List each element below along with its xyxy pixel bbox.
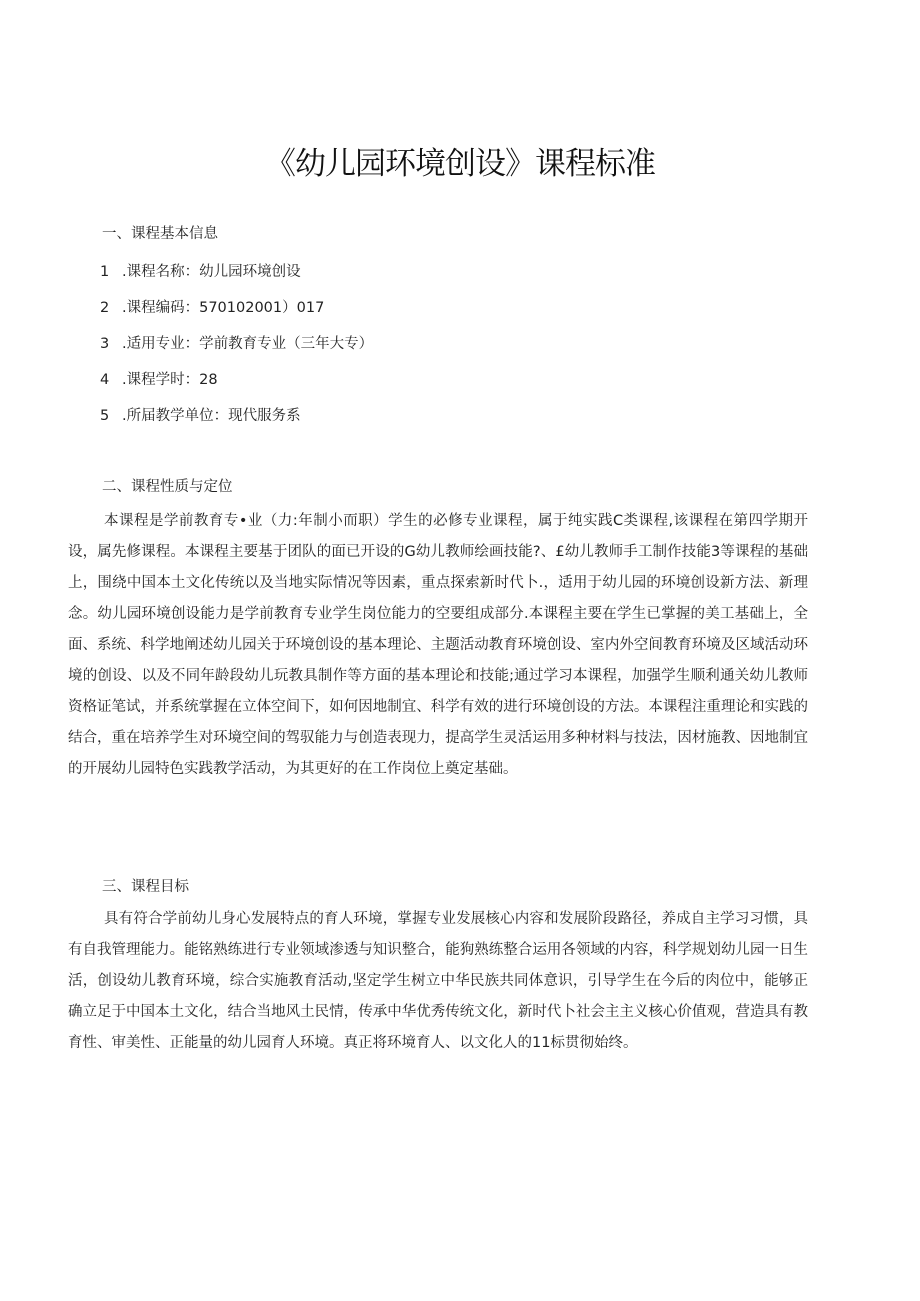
info-item-major xyxy=(100,332,373,353)
info-item-text: .课程编码：570102001）017 xyxy=(122,300,325,316)
info-item-text: .课程名称：幼儿园环境创设 xyxy=(122,264,301,280)
info-item-number: 2 xyxy=(100,300,110,316)
info-item-number: 1 xyxy=(100,264,110,280)
info-item-number: 4 xyxy=(100,372,110,388)
info-item-text: .课程学时：28 xyxy=(122,372,218,388)
section-heading-nature: 二、课程性质与定位 xyxy=(102,479,233,495)
paragraph-objectives: 具有符合学前幼儿身心发展特点的育人环境，掌握专业发展核心内容和发展阶段路径，养成自主学习习惯，具有自我管理能力。能铭熟练进行专业领域渗透与知识整合，能狗熟练整合运用各领域的内容，科学规划幼儿园一日生活，创设幼儿教育环境，综合实施教育活动,坚定学生树立中华民族共同体意识，引导学生在今后的肉位中，能够正确立足于中国本土文化，结合当地风土民情，传承中华优秀传统文化，新时代卜社会主主义核心价值观，营造具有教育性、审美性、正能量的幼儿园育人环境。真正将环境育人、以文化人的11标贯彻始终。 xyxy=(68,911,808,1051)
section-heading-basic-info: 一、课程基本信息 xyxy=(102,226,218,242)
info-item-department xyxy=(100,404,301,425)
info-item-text: .所届教学单位：现代服务系 xyxy=(122,408,301,424)
info-item-course-name xyxy=(100,260,301,281)
info-item-text: .适用专业：学前教育专业（三年大专） xyxy=(122,336,374,352)
section-heading-objectives: 三、课程目标 xyxy=(102,879,189,895)
paragraph-nature: 本课程是学前教育专•业（力:年制小而职）学生的必修专业课程，属于纯实践C类课程,该课程在第四学期开设，属先修课程。本课程主要基于团队的面已开设的G幼儿教师绘画技能?、£幼儿教师手工制作技能3等课程的基础上，围绕中国本土文化传统以及当地实际情况等因素，重点探索新时代卜.，适用于幼儿园的环境创设新方法、新理念。幼儿园环境创设能力是学前教育专业学生岗位能力的空要组成部分.本课程主要在学生已掌握的美工基础上，全面、系统、科学地阐述幼儿园关于环境创设的基本理论、主题活动教育环境创设、室内外空间教育环境及区域活动环境的创设、以及不同年龄段幼儿玩教具制作等方面的基本理论和技能;通过学习本课程，加强学生顺利通关幼儿教师资格证笔试，并系统掌握在立体空间下，如何因地制宜、科学有效的进行环境创设的方法。本课程注重理论和实践的结合，重在培养学生对环境空间的驾驭能力与创造表现力，提高学生灵活运用多种材料与技法，因材施教、因地制宜的开展幼儿园特色实践教学活动，为其更好的在工作岗位上奠定基础。 xyxy=(68,513,808,777)
info-item-hours xyxy=(100,368,218,389)
info-item-number: 3 xyxy=(100,336,110,352)
document-title: 《幼儿园环境创设》课程标准 xyxy=(265,146,655,182)
info-item-course-code xyxy=(100,296,324,317)
info-item-number: 5 xyxy=(100,408,110,424)
